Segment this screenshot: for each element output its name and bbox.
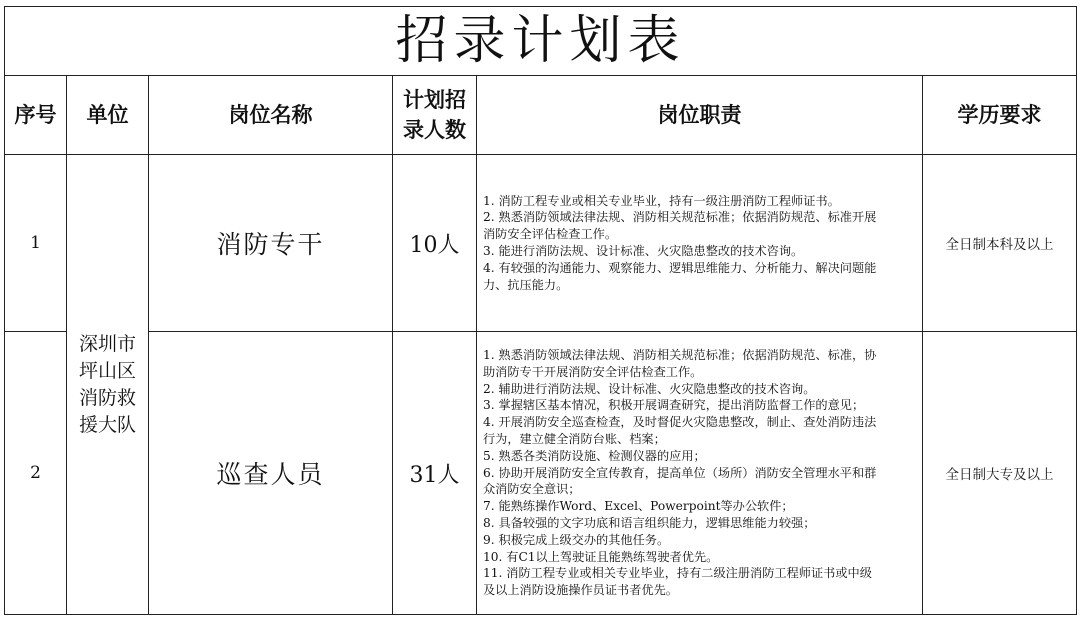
duty-line: 及以上消防设施操作员证书者优先。 xyxy=(483,583,678,598)
header-count-line2: 录人数 xyxy=(403,118,466,142)
unit-cell xyxy=(67,155,149,615)
duty-line: 11. 消防工程专业或相关专业毕业，持有二级注册消防工程师证书或中级 xyxy=(483,566,872,581)
duty-line: 力、抗压能力。 xyxy=(483,277,569,292)
header-row xyxy=(5,76,1077,155)
duty-line: 2. 辅助进行消防法规、设计标准、火灾隐患整改的技术咨询。 xyxy=(483,381,816,396)
row-count: 31人 xyxy=(393,332,477,615)
duty-line: 1. 熟悉消防领域法律法规、消防相关规范标准；依据消防规范、标准，协 xyxy=(483,348,877,363)
row-duties xyxy=(477,155,923,332)
row-education: 全日制大专及以上 xyxy=(923,332,1077,615)
duty-line: 2. 熟悉消防领域法律法规、消防相关规范标准；依据消防规范、标准开展 xyxy=(483,210,877,225)
unit-line: 援大队 xyxy=(78,413,136,436)
duty-line: 7. 能熟练操作Word、Excel、Powerpoint等办公软件； xyxy=(483,499,794,514)
table-title: 招录计划表 xyxy=(5,7,1077,76)
header-count xyxy=(393,76,477,155)
row-position: 消防专干 xyxy=(149,155,393,332)
recruitment-plan-sheet xyxy=(4,6,1076,616)
duty-line: 5. 熟悉各类消防设施、检测仪器的应用； xyxy=(483,448,706,463)
row-position: 巡查人员 xyxy=(149,332,393,615)
row-count: 10人 xyxy=(393,155,477,332)
header-seq: 序号 xyxy=(5,76,67,155)
header-duties: 岗位职责 xyxy=(477,76,923,155)
row-seq: 1 xyxy=(5,155,67,332)
duty-line: 助消防专干开展消防安全评估检查工作。 xyxy=(483,364,703,379)
row-education: 全日制本科及以上 xyxy=(923,155,1077,332)
duty-line: 6. 协助开展消防安全宣传教育，提高单位（场所）消防安全管理水平和群 xyxy=(483,465,877,480)
duty-line: 行为，建立健全消防台账、档案； xyxy=(483,432,666,446)
duty-line: 9. 积极完成上级交办的其他任务。 xyxy=(483,532,670,547)
duty-line: 3. 能进行消防法规、设计标准、火灾隐患整改的技术咨询。 xyxy=(483,244,804,258)
duty-line: 3. 掌握辖区基本情况，积极开展调查研究，提出消防监督工作的意见； xyxy=(483,398,865,413)
duty-line: 消防安全评估检查工作。 xyxy=(483,227,618,242)
row-seq: 2 xyxy=(5,332,67,615)
header-unit: 单位 xyxy=(67,76,149,155)
table-row xyxy=(5,332,1077,615)
duty-line: 4. 开展消防安全巡查检查，及时督促火灾隐患整改，制止、查处消防违法 xyxy=(483,415,877,430)
header-count-line1: 计划招 xyxy=(403,88,466,112)
duty-line: 众消防安全意识； xyxy=(483,482,581,497)
recruitment-plan-table xyxy=(4,6,1077,615)
header-education: 学历要求 xyxy=(923,76,1077,155)
unit-line: 深圳市 xyxy=(78,332,136,355)
row-duties xyxy=(477,332,923,615)
table-row xyxy=(5,155,1077,332)
unit-line: 消防救 xyxy=(78,386,136,409)
duty-line: 10. 有C1以上驾驶证且能熟练驾驶者优先。 xyxy=(483,549,719,564)
duty-line: 1. 消防工程专业或相关专业毕业，持有一级注册消防工程师证书。 xyxy=(483,193,840,208)
header-position: 岗位名称 xyxy=(149,76,393,155)
duty-line: 8. 具备较强的文字功底和语言组织能力，逻辑思维能力较强； xyxy=(483,515,816,530)
unit-line: 坪山区 xyxy=(78,359,136,382)
duty-line: 4. 有较强的沟通能力、观察能力、逻辑思维能力、分析能力、解决问题能 xyxy=(483,260,877,275)
